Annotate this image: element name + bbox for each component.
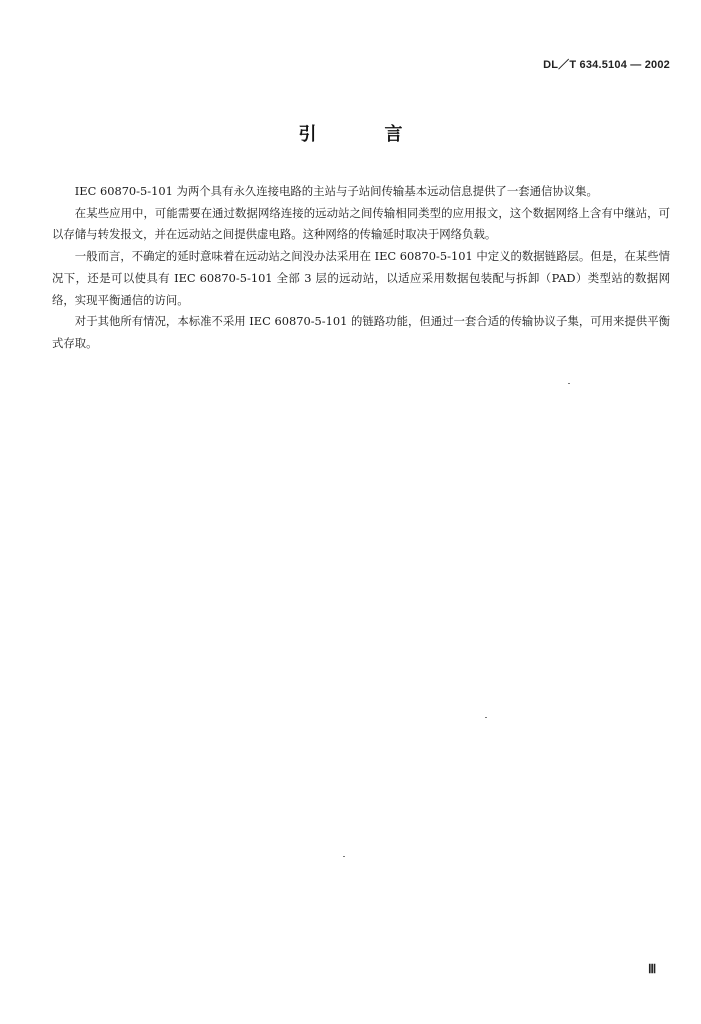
section-title-char-2: 言 (384, 124, 403, 145)
document-code: DL／T 634.5104 — 2002 (543, 59, 670, 71)
scan-speck (343, 856, 345, 857)
paragraph-3: 一般而言，不确定的延时意味着在远动站之间没办法采用在 IEC 60870-5-101 中定义的数据链路层。但是，在某些情况下，还是可以使具有 IEC 60870-5-101 全部 3 层的远动站，以适应采用数据包装配与拆卸（PAD）类型站的数据网络，实现平衡通信的访问。 (52, 249, 670, 307)
paragraph-1: IEC 60870-5-101 为两个具有永久连接电路的主站与子站间传输基本远动信息提供了一套通信协议集。 (74, 184, 598, 198)
section-title (0, 120, 701, 146)
scan-speck (568, 383, 570, 384)
scan-speck (485, 717, 487, 718)
body-text (52, 181, 670, 355)
page-number: Ⅲ (648, 962, 657, 976)
paragraph-2: 在某些应用中，可能需要在通过数据网络连接的远动站之间传输相同类型的应用报文，这个数据网络上含有中继站，可以存储与转发报文，并在远动站之间提供虚电路。这种网络的传输延时取决于网络负载。 (52, 205, 670, 242)
section-title-char-1: 引 (298, 124, 317, 145)
paragraph-4: 对于其他所有情况，本标准不采用 IEC 60870-5-101 的链路功能，但通过一套合适的传输协议子集，可用来提供平衡式存取。 (52, 314, 670, 350)
